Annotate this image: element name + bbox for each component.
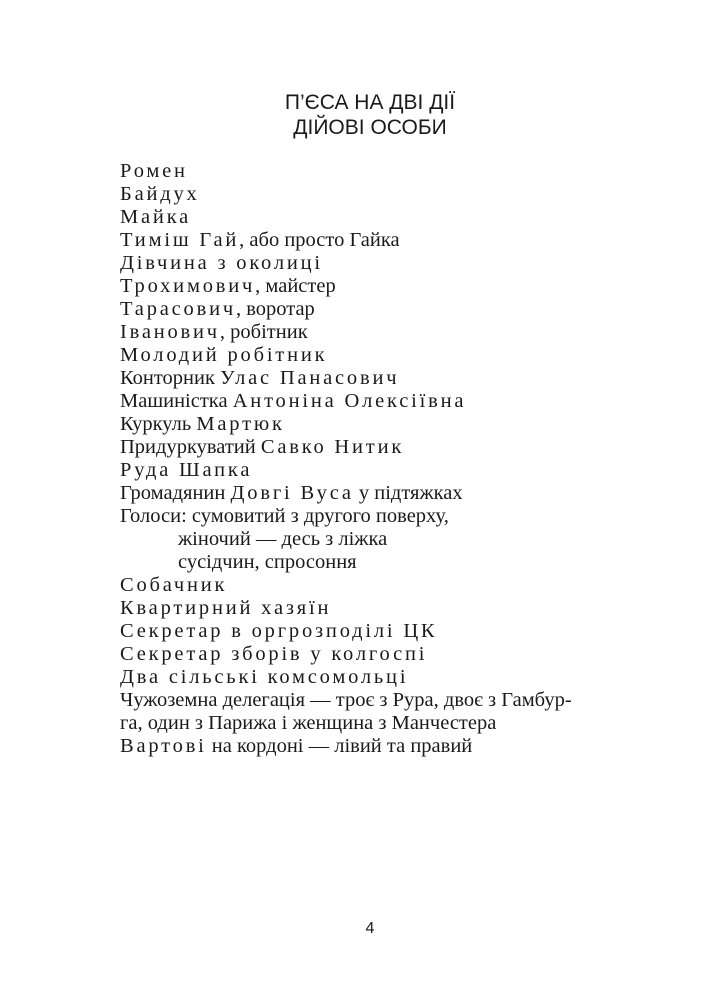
voices-line: Голоси: сумовитий з другого поверху, [120, 505, 449, 527]
character-prefix: Громадянин [120, 482, 231, 504]
cast-item [120, 206, 630, 229]
cast-item [120, 597, 630, 620]
cast-item [120, 390, 630, 413]
character-name: Антоніна Олексіївна [232, 390, 467, 412]
cast-item [120, 735, 630, 758]
character-prefix: Придуркуватий [120, 436, 261, 458]
character-name: Собачник [120, 574, 228, 596]
cast-item [120, 666, 630, 689]
character-name: Іванович [120, 321, 220, 343]
character-name: Секретар зборів у колгоспі [120, 643, 428, 665]
character-note: , робітник [219, 321, 308, 343]
cast-item [120, 482, 630, 505]
character-note: на кордоні — лівий та правий [206, 735, 473, 757]
cast-item [120, 574, 630, 597]
delegation-line: га, один з Парижа і женщина з Манчестера [120, 712, 497, 734]
character-name: Савко Нитик [260, 436, 405, 458]
character-name: Тарасович [120, 298, 236, 320]
character-name: Руда Шапка [120, 459, 253, 481]
cast-item [120, 505, 630, 528]
delegation-line: Чужоземна делегація — троє з Рура, двоє з Гамбур- [120, 689, 572, 711]
character-name: Молодий робітник [120, 344, 328, 366]
cast-item [120, 689, 630, 712]
character-note: , майстер [255, 275, 336, 297]
cast-item [120, 275, 630, 298]
character-name: Майка [120, 206, 192, 228]
cast-list [120, 160, 630, 758]
cast-item [120, 413, 630, 436]
cast-item [120, 229, 630, 252]
voices-line: жіночий — десь з ліжка [178, 528, 388, 550]
title-block [6, 90, 728, 140]
cast-item [120, 160, 630, 183]
cast-item [120, 436, 630, 459]
character-name: Секретар в оргрозподілі ЦК [120, 620, 438, 642]
play-title: П’ЄСА НА ДВІ ДІЇ [284, 91, 456, 114]
cast-item [120, 298, 630, 321]
character-name: Ромен [120, 160, 188, 182]
cast-item [120, 712, 630, 735]
character-note: у підтяжках [353, 482, 463, 504]
character-prefix: Конторник [120, 367, 221, 389]
character-note: , або просто Гайка [239, 229, 400, 251]
character-name: Байдух [120, 183, 200, 205]
cast-item [120, 551, 630, 574]
cast-item [120, 459, 630, 482]
cast-item [120, 528, 630, 551]
character-name: Трохимович [120, 275, 256, 297]
cast-item [120, 321, 630, 344]
character-name: Дівчина з околиці [120, 252, 323, 274]
cast-item [120, 367, 630, 390]
character-name: Вартові [120, 735, 207, 757]
character-prefix: Куркуль [120, 413, 197, 435]
voices-line: сусідчин, спросоння [178, 551, 357, 573]
page-number: 4 [365, 920, 375, 937]
character-name: Довгі Вуса [230, 482, 354, 504]
cast-item [120, 183, 630, 206]
cast-item [120, 620, 630, 643]
cast-item [120, 344, 630, 367]
character-name: Улас Панасович [220, 367, 400, 389]
cast-item [120, 252, 630, 275]
cast-item [120, 643, 630, 666]
character-note: , воротар [235, 298, 315, 320]
character-prefix: Машиністка [120, 390, 233, 412]
characters-heading: ДІЙОВІ ОСОБИ [293, 116, 447, 139]
character-name: Квартирний хазяїн [120, 597, 332, 619]
character-name: Мартюк [196, 413, 285, 435]
character-name: Два сільські комсомольці [120, 666, 409, 688]
character-name: Тиміш Гай [120, 229, 240, 251]
